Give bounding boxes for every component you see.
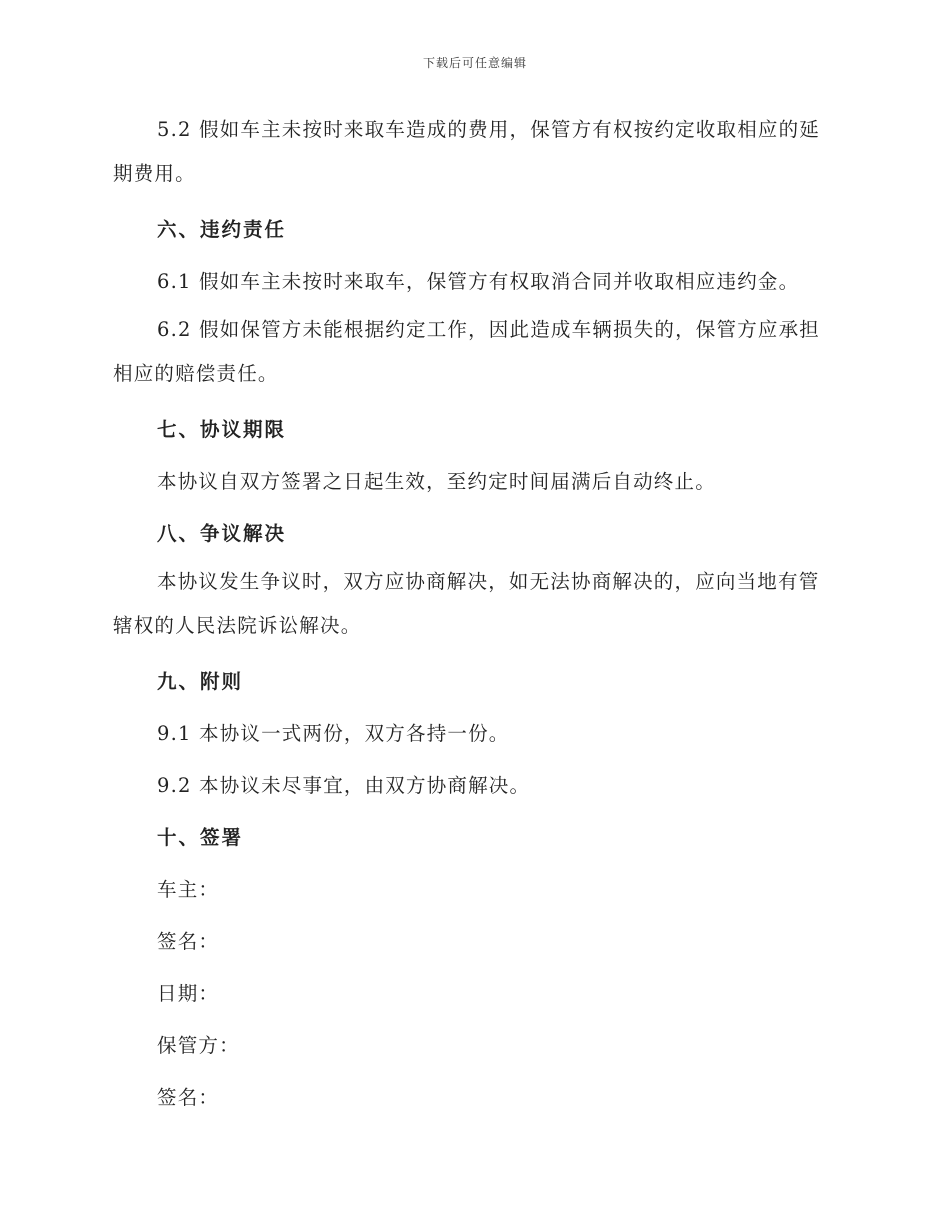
signature-keeper-sign-label: 签名：: [157, 1086, 220, 1109]
section-heading-6: 六、违约责任: [157, 218, 287, 241]
clause-6-1: 6.1 假如车主未按时来取车，保管方有权取消合同并收取相应违约金。: [157, 270, 800, 293]
document-body: [113, 108, 838, 1124]
section-heading-9: 九、附则: [157, 670, 244, 693]
signature-owner-sign-label: 签名：: [157, 930, 220, 953]
page-header: 下载后可任意编辑: [422, 56, 527, 70]
clause-6-2: 6.2 假如保管方未能根据约定工作，因此造成车辆损失的，保管方应承担相应的赔偿责任。: [113, 318, 821, 385]
section-heading-10: 十、签署: [157, 826, 244, 849]
section-heading-7: 七、协议期限: [157, 418, 287, 441]
signature-date-label: 日期：: [157, 982, 220, 1005]
clause-9-2: 9.2 本协议未尽事宜，由双方协商解决。: [157, 774, 531, 797]
clause-8: 本协议发生争议时，双方应协商解决，如无法协商解决的，应向当地有管辖权的人民法院诉讼解决。: [113, 570, 820, 637]
section-heading-8: 八、争议解决: [157, 522, 287, 545]
clause-9-1: 9.1 本协议一式两份，双方各持一份。: [157, 722, 510, 745]
signature-keeper-label: 保管方：: [157, 1034, 240, 1057]
signature-owner-label: 车主：: [157, 878, 220, 901]
clause-5-2: 5.2 假如车主未按时来取车造成的费用，保管方有权按约定收取相应的延期费用。: [113, 118, 821, 185]
clause-7: 本协议自双方签署之日起生效，至约定时间届满后自动终止。: [157, 470, 716, 493]
